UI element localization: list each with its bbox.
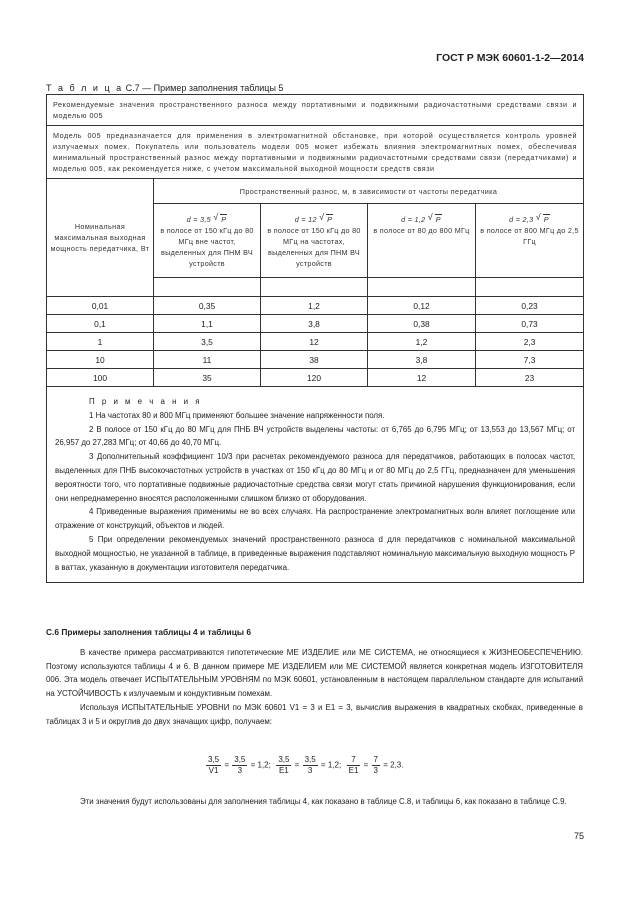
document-header: ГОСТ Р МЭК 60601-1-2—2014 <box>436 52 584 64</box>
distance-column-header: Пространственный разнос, м, в зависимости от частоты передатчика <box>154 179 584 204</box>
note-2: 2 В полосе от 150 кГц до 80 МГц для ПНБ ВЧ устройств выделены частоты: от 6,765 до 6,795 МГц; от 13,553 до 13,567 МГц; от 26,957 до 27,283 МГц; от 40,66 до 40,70 МГц. <box>55 424 576 448</box>
note-3: 3 Дополнительный коэффициент 10/3 при расчетах рекомендуемого разноса для передатчиков, работающих в полосах частот, выделенных для ПНБ высокочастотных устройств в участках от 150 кГц до 80 МГц и от 80 МГц до 2,5 ГГц, предназначен для уменьшения вероятности того, что портативные подвижные радиочастотные средства связи могут стать причиной нарушения функционирования, если они непреднамеренно вносятся расположенными слишком близко от оборудования. <box>55 452 576 503</box>
table-notes <box>47 387 584 583</box>
table-model-row: Модель 005 предназначается для применения в электромагнитной обстановке, при которой осуществляется контроль уровней излучаемых помех. Покупатель или пользователь модели 005 может избежать влияния электромагнитных помех, обеспечивая минимальный пространственный разнос между портативными и подвижными радиочастотными средствами связи (передатчиками) и моделью 005, как рекомендуется ниже, с учетом максимальной выходной мощности средств связи <box>47 126 584 179</box>
note-1: 1 На частотах 80 и 800 МГц применяют большее значение напряженности поля. <box>89 410 385 420</box>
equation-line: $\frac{3,5}{V1}$ = $\frac{3,5}{3}$ = 1,2; $\frac{3,5}{E1}$ = $\frac{3,5}{3}$ = 1,2; $\frac{7}{E1}$ = $\frac{7}{3}$ = 2,3. <box>208 755 404 775</box>
section-c6 <box>46 626 583 729</box>
fraction: $\frac{3,5}{3}$ <box>304 755 316 775</box>
formula-cell-1: d = 3,5 √ P в полосе от 150 кГц до 80 МГц вне частот, выделенных для ПНМ ВЧ устройств <box>154 204 261 278</box>
formula-cell-4: d = 2,3 √ P в полосе от 800 МГц до 2,5 ГГц <box>476 204 584 278</box>
note-4: 4 Приведенные выражения применимы не во всех случаях. На распространение электромагнитных волн влияет поглощение или отражение от конструкций, объектов и людей. <box>55 507 576 531</box>
section-paragraph-3: Эти значения будут использованы для заполнения таблицы 4, как показано в таблице С.8, и таблицы 6, как показано в таблице С.9. <box>80 797 567 806</box>
separation-distance-table <box>46 94 584 583</box>
fraction: $\frac{3,5}{3}$ <box>234 755 246 775</box>
table-row: 100 35 120 12 23 <box>47 369 584 387</box>
table-row: 1 3,5 12 1,2 2,3 <box>47 333 584 351</box>
fraction: $\frac{3,5}{V1}$ <box>208 755 220 775</box>
section-title: С.6 Примеры заполнения таблицы 4 и таблицы 6 <box>46 627 251 637</box>
table-row: 0,01 0,35 1,2 0,12 0,23 <box>47 297 584 315</box>
notes-heading: П р и м е ч а н и я <box>89 397 203 406</box>
fraction: $\frac{3,5}{E1}$ <box>278 755 290 775</box>
formula-cell-3: d = 1,2 √ P в полосе от 80 до 800 МГц <box>368 204 476 278</box>
section-paragraph-2: Используя ИСПЫТАТЕЛЬНЫЕ УРОВНИ по МЭК 60601 V1 = 3 и E1 = 3, вычислив выражения в квадратных скобках, приведенные в таблицах 3 и 5 и округлив до двух значащих цифр, получаем: <box>46 702 583 726</box>
table-row: 10 11 38 3,8 7,3 <box>47 351 584 369</box>
table-caption <box>46 83 283 93</box>
table-caption-prefix: Т а б л и ц а <box>46 83 124 93</box>
table-row: 0,1 1,1 3,8 0,38 0,73 <box>47 315 584 333</box>
table-caption-title: С.7 — Пример заполнения таблицы 5 <box>125 83 284 93</box>
fraction: $\frac{7}{3}$ <box>373 755 378 775</box>
section-paragraph-1: В качестве примера рассматриваются гипотетические МЕ ИЗДЕЛИЕ или МЕ СИСТЕМА, не относящиеся к ЖИЗНЕОБЕСПЕЧЕНИЮ. Поэтому используются таблицы 4 и 6. В данном примере МЕ ИЗДЕЛИЕМ или МЕ СИСТЕМОЙ является конкретная модель ИЗГОТОВИТЕЛЯ 006. Эта модель отвечает ИСПЫТАТЕЛЬНЫМ УРОВНЯМ по МЭК 60601, установленным в настоящем параллельном стандарте для испытаний на УСТОЙЧИВОСТЬ к излучаемым и кондуктивным помехам. <box>46 647 583 699</box>
page-number: 75 <box>573 831 584 841</box>
table-description-row: Рекомендуемые значения пространственного разноса между портативными и подвижными радиочастотными средствами связи и моделью 005 <box>47 95 584 126</box>
section-c6-continued <box>46 795 583 809</box>
power-column-header: Номинальная максимальная выходная мощность передатчика, Вт <box>47 179 154 297</box>
formula-cell-2: d = 12 √ P в полосе от 150 кГц до 80 МГц на частотах, выделенных для ПНМ ВЧ устройств <box>261 204 368 278</box>
fraction: $\frac{7}{E1}$ <box>348 755 359 775</box>
note-5: 5 При определении рекомендуемых значений пространственного разноса d для передатчиков с номинальной максимальной выходной мощностью, не указанной в таблице, в приведенные выражения подставляют номинальную максимальную выходную мощность P в ваттах, указанную в документации изготовителя передатчика. <box>55 534 576 572</box>
